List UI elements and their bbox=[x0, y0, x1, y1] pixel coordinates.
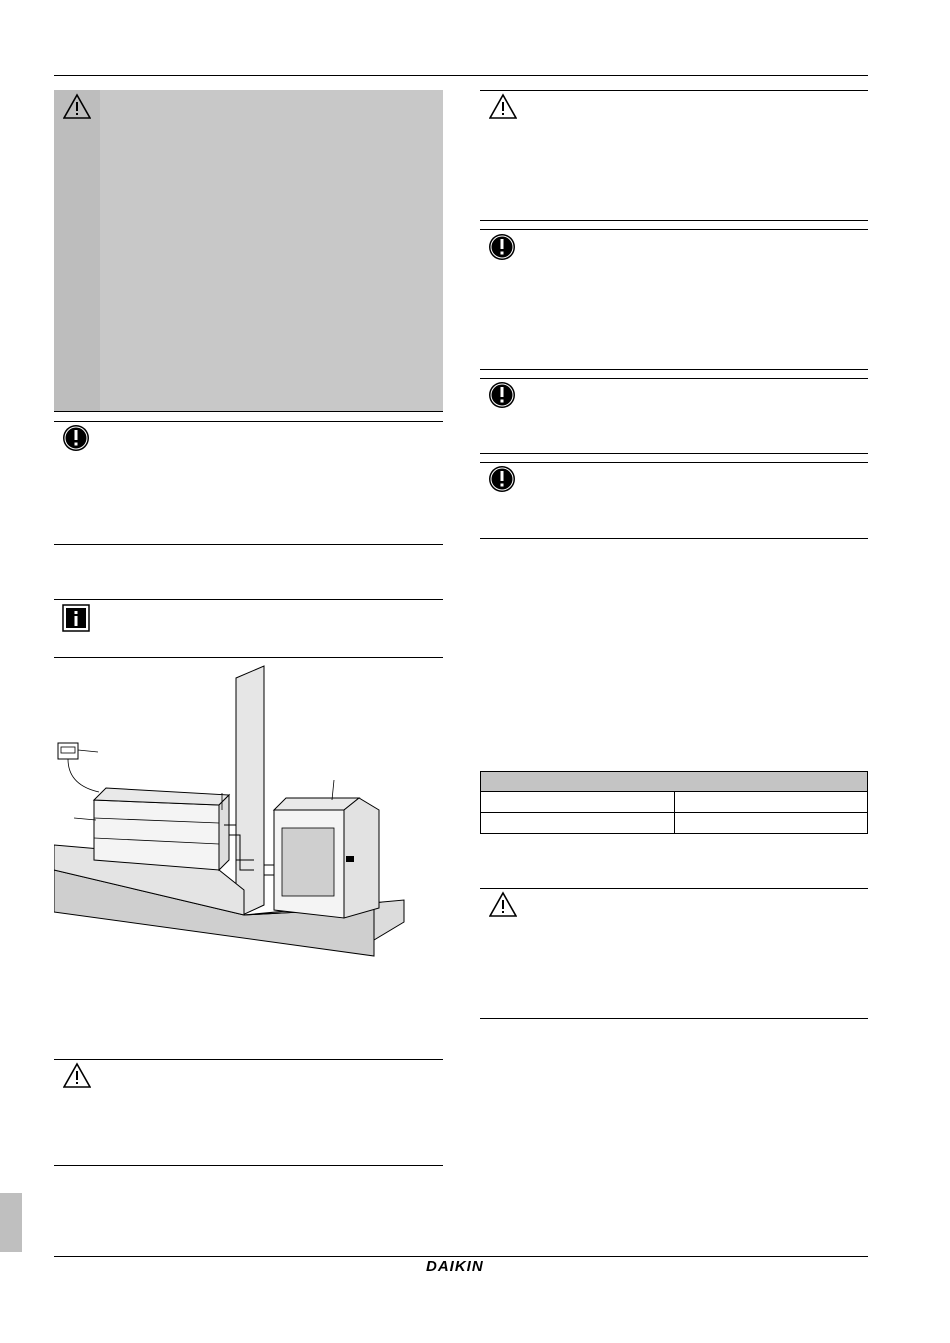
exclamation-circle-icon bbox=[488, 465, 516, 493]
right-warning-bottom-rule bbox=[480, 220, 868, 221]
info-block-bottom-rule bbox=[54, 657, 443, 658]
table-cell bbox=[674, 792, 868, 813]
table-cell bbox=[481, 813, 675, 834]
warning-triangle-icon bbox=[489, 93, 517, 121]
right-warning-top-rule bbox=[480, 90, 868, 91]
right-notice-1-bottom-rule bbox=[480, 369, 868, 370]
installation-illustration bbox=[54, 660, 444, 960]
right-notice-3-bottom-rule bbox=[480, 538, 868, 539]
warning-triangle-icon bbox=[63, 93, 91, 121]
shaded-warning-icon-column bbox=[54, 90, 100, 411]
table-row bbox=[481, 792, 868, 813]
header-rule bbox=[54, 75, 868, 76]
spec-table-header-cell bbox=[481, 772, 868, 792]
side-thumb-tab bbox=[0, 1193, 22, 1252]
daikin-logo: DAIKIN bbox=[426, 1258, 484, 1275]
info-block-top-rule bbox=[54, 599, 443, 600]
lower-warning-top-rule bbox=[54, 1059, 443, 1060]
notice-block-top-rule bbox=[54, 421, 443, 422]
table-cell bbox=[481, 792, 675, 813]
right-warning-2-top-rule bbox=[480, 888, 868, 889]
shaded-warning-block bbox=[54, 90, 443, 411]
right-notice-1-top-rule bbox=[480, 229, 868, 230]
lower-warning-bottom-rule bbox=[54, 1165, 443, 1166]
exclamation-circle-icon bbox=[62, 424, 90, 452]
right-notice-2-bottom-rule bbox=[480, 453, 868, 454]
spec-table-header-row bbox=[481, 772, 868, 792]
table-row bbox=[481, 813, 868, 834]
notice-block-bottom-rule bbox=[54, 544, 443, 545]
exclamation-circle-icon bbox=[488, 233, 516, 261]
right-warning-2-bottom-rule bbox=[480, 1018, 868, 1019]
warning-triangle-icon bbox=[489, 891, 517, 919]
right-notice-2-top-rule bbox=[480, 378, 868, 379]
footer-rule bbox=[54, 1256, 868, 1257]
info-square-icon bbox=[62, 604, 90, 632]
table-cell bbox=[674, 813, 868, 834]
right-notice-3-top-rule bbox=[480, 462, 868, 463]
shaded-warning-bottom-rule bbox=[54, 411, 443, 412]
warning-triangle-icon bbox=[63, 1062, 91, 1090]
spec-table bbox=[480, 771, 868, 834]
exclamation-circle-icon bbox=[488, 381, 516, 409]
